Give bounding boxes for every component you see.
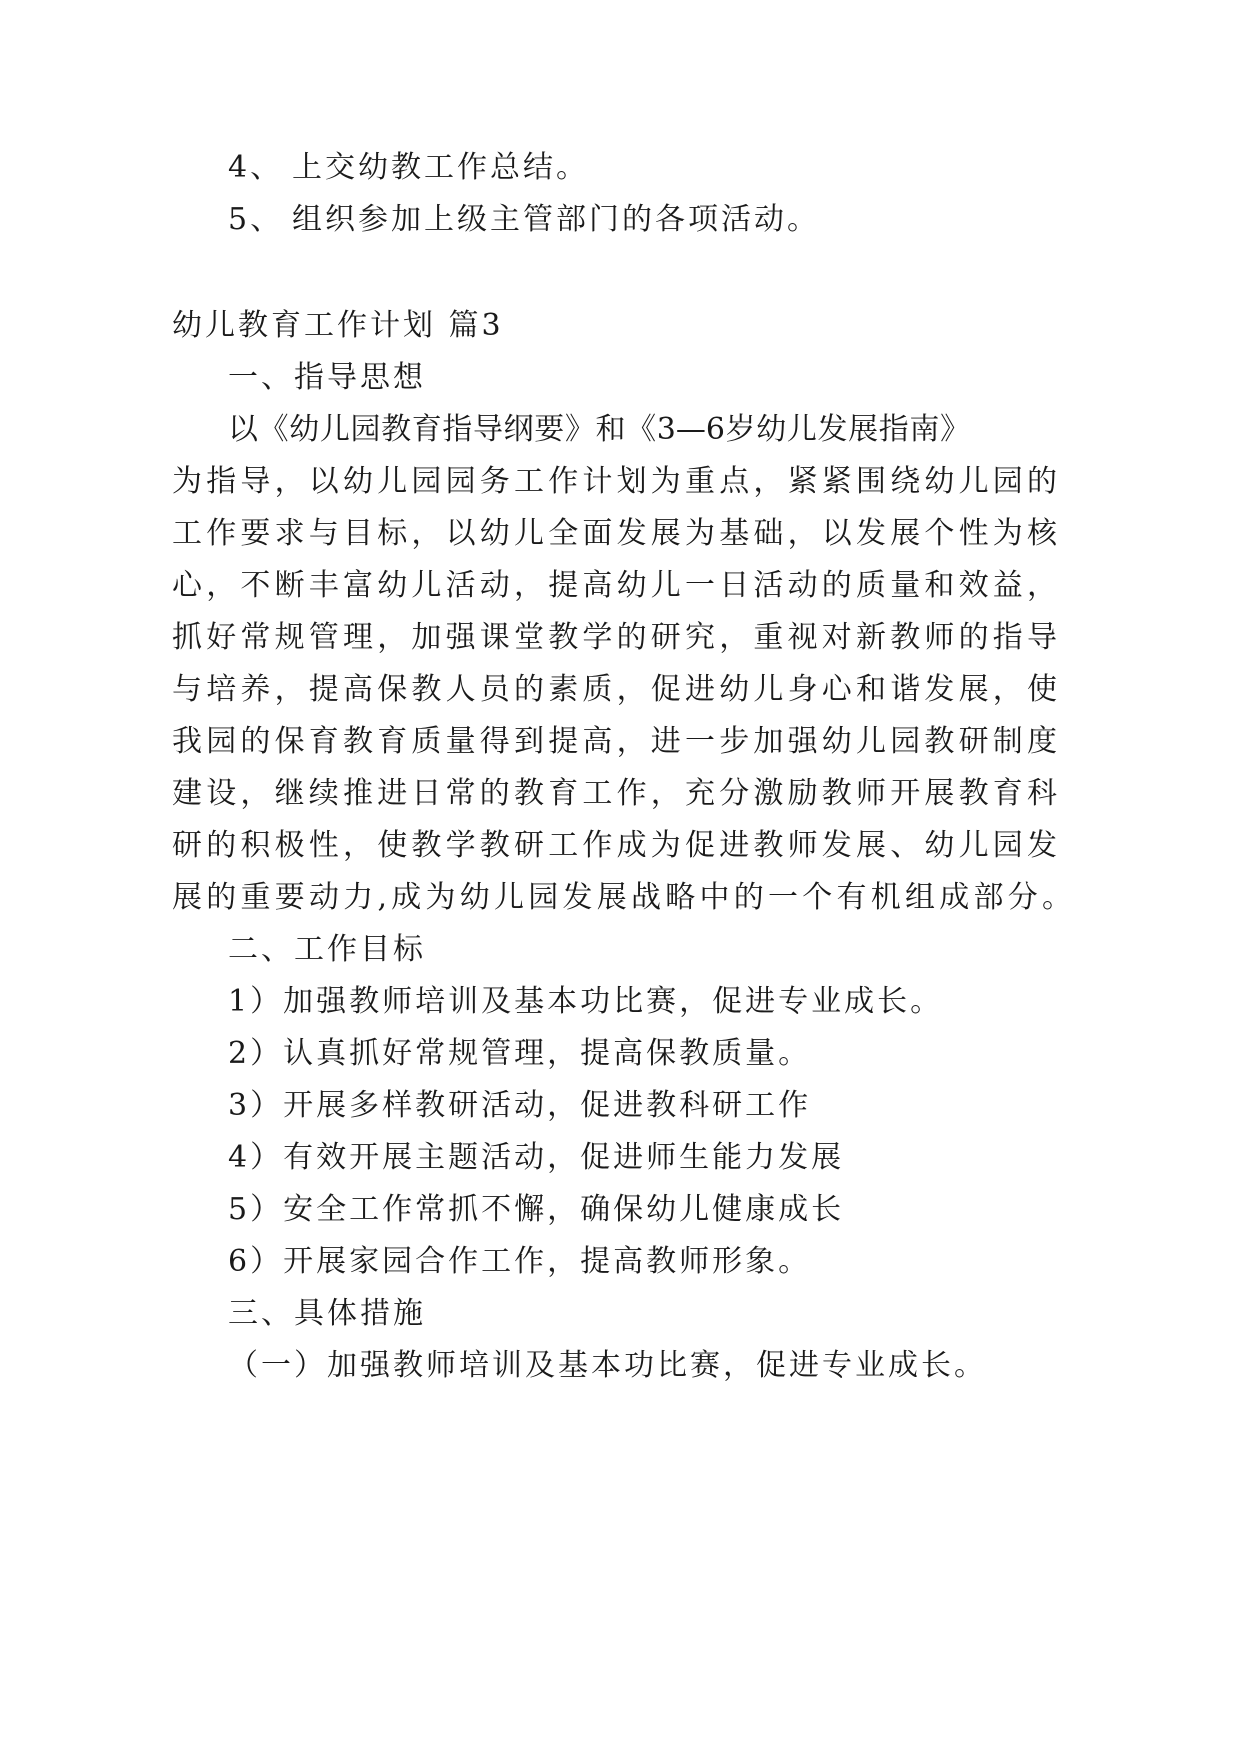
sub-heading: （一）加强教师培训及基本功比赛，促进专业成长。 bbox=[228, 1348, 987, 1383]
goal-item: 2）认真抓好常规管理，提高保教质量。 bbox=[228, 1036, 812, 1071]
paragraph-line: 工作要求与目标，以幼儿全面发展为基础，以发展个性为核 bbox=[172, 516, 1057, 551]
list-text: 上交幼教工作总结。 bbox=[292, 150, 589, 185]
list-item-5 bbox=[228, 200, 820, 240]
goal-item: 1）加强教师培训及基本功比赛，促进专业成长。 bbox=[228, 984, 944, 1019]
paragraph-line: 为指导，以幼儿园园务工作计划为重点，紧紧围绕幼儿园的 bbox=[172, 464, 1057, 499]
heading-measures: 三、具体措施 bbox=[228, 1296, 426, 1331]
heading-guiding-thought: 一、指导思想 bbox=[228, 360, 426, 395]
goal-item: 5）安全工作常抓不懈，确保幼儿健康成长 bbox=[228, 1192, 845, 1227]
paragraph-line: 抓好常规管理，加强课堂教学的研究，重视对新教师的指导 bbox=[172, 620, 1057, 655]
list-number: 4、 bbox=[228, 150, 284, 185]
goal-item: 6）开展家园合作工作，提高教师形象。 bbox=[228, 1244, 812, 1279]
paragraph-line: 与培养，提高保教人员的素质，促进幼儿身心和谐发展，使 bbox=[172, 672, 1057, 707]
list-number: 5、 bbox=[228, 202, 284, 237]
goal-item: 3）开展多样教研活动，促进教科研工作 bbox=[228, 1088, 812, 1123]
list-text: 组织参加上级主管部门的各项活动。 bbox=[292, 202, 820, 237]
paragraph-line: 我园的保育教育质量得到提高，进一步加强幼儿园教研制度 bbox=[172, 724, 1057, 759]
paragraph-line: 研的积极性，使教学教研工作成为促进教师发展、幼儿园发 bbox=[172, 828, 1057, 863]
paragraph-line: 建设，继续推进日常的教育工作，充分激励教师开展教育科 bbox=[172, 776, 1057, 811]
paragraph-line: 以《幼儿园教育指导纲要》和《3—6岁幼儿发展指南》 bbox=[228, 412, 970, 447]
goal-item: 4）有效开展主题活动，促进师生能力发展 bbox=[228, 1140, 845, 1175]
section-title: 幼儿教育工作计划 篇3 bbox=[172, 308, 504, 343]
paragraph-line: 心，不断丰富幼儿活动，提高幼儿一日活动的质量和效益， bbox=[172, 568, 1057, 603]
list-item-4 bbox=[228, 148, 589, 188]
heading-work-goals: 二、工作目标 bbox=[228, 932, 426, 967]
paragraph-line: 展的重要动力,成为幼儿园发展战略中的一个有机组成部分。 bbox=[172, 880, 1072, 915]
